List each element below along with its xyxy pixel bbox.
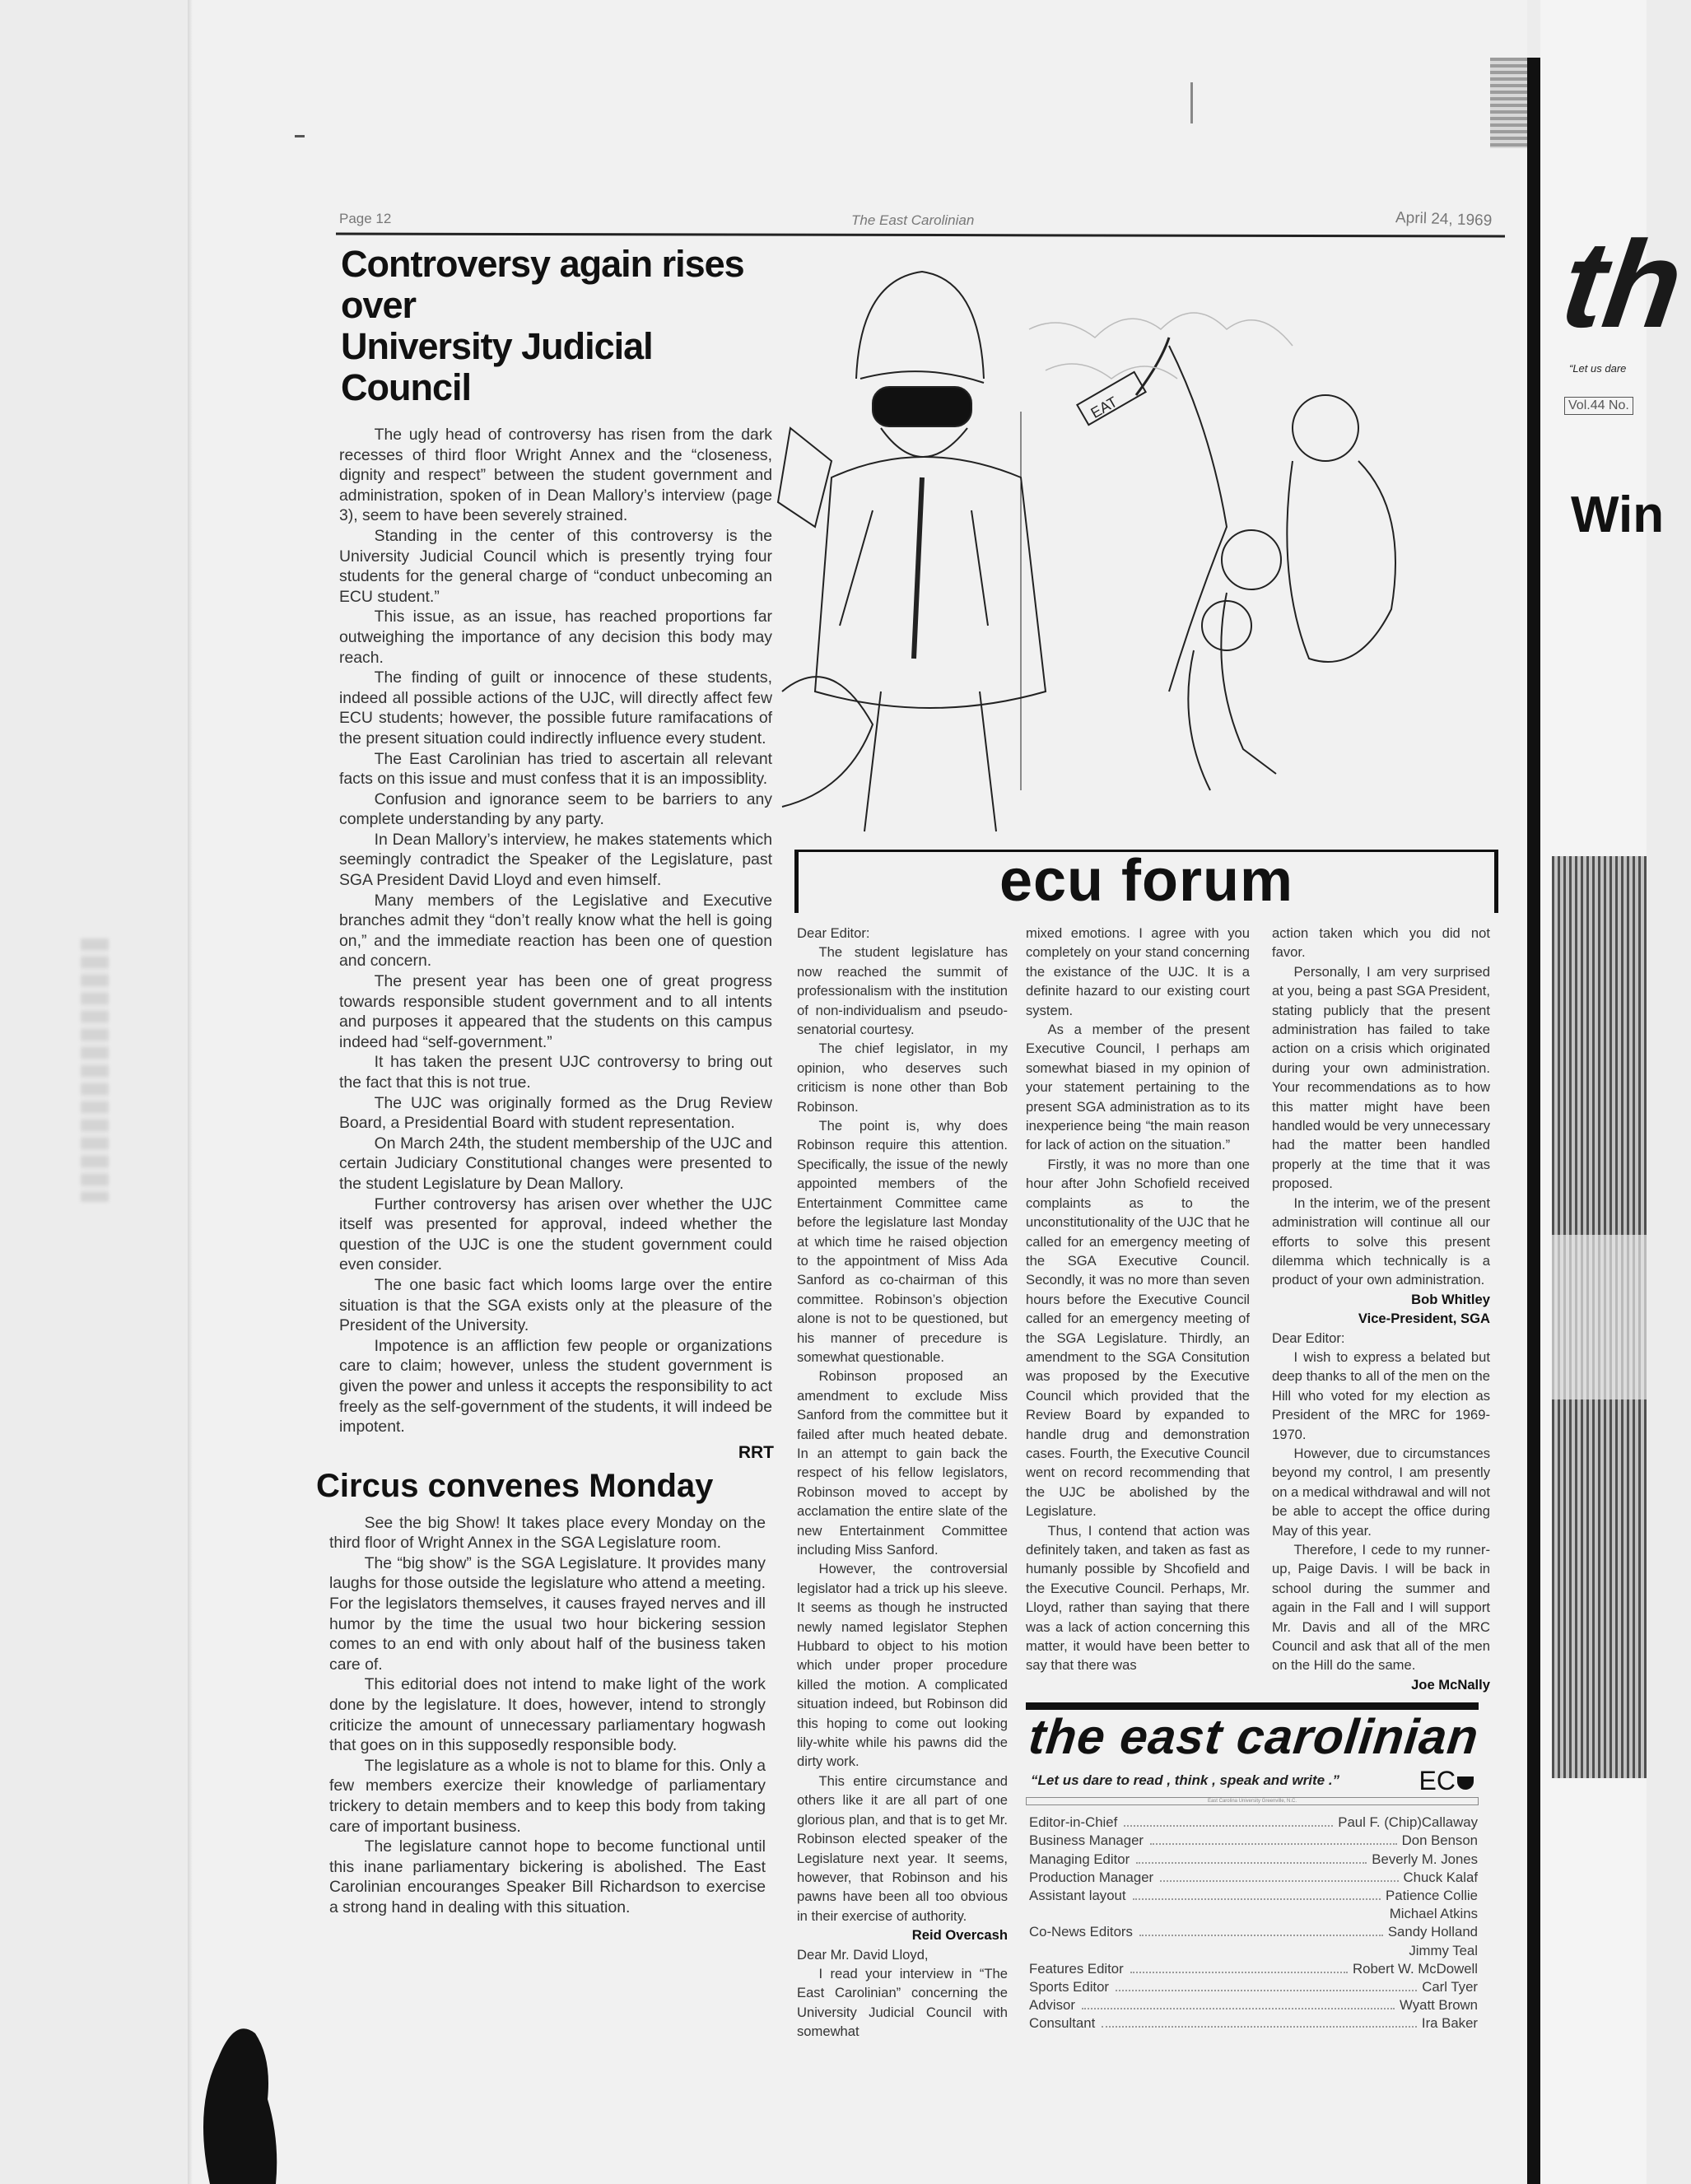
circus-body — [329, 1513, 766, 1918]
letter-signature: Joe McNally — [1411, 1676, 1490, 1693]
masthead-strip: East Carolina University Greenville, N.C. — [1026, 1797, 1479, 1805]
forum-columns — [1026, 924, 1490, 1694]
staff-name: Ira Baker — [1421, 2015, 1478, 2032]
adjacent-photo-highlight — [1552, 1235, 1647, 1399]
adjacent-motto-fragment: “Let us dare — [1569, 362, 1627, 375]
letter-signature: Bob Whitley — [1411, 1291, 1490, 1307]
letter-paragraph: Robinson proposed an amendment to exclude Miss Sanford from the committee but it failed after much heated debate. In an attempt to gain back the respect of his fellow legislators, Robinson moved to accept by acclamation the entire slate of the new Entertainment Committee including Miss Sanford. — [797, 1368, 1008, 1558]
headline-line: University Judicial Council — [341, 325, 653, 408]
staff-role: Managing Editor — [1029, 1851, 1130, 1867]
circus-headline: Circus convenes Monday — [316, 1467, 714, 1504]
letter-signature: Vice-President, SGA — [1358, 1311, 1490, 1327]
paragraph: Standing in the center of this controversy is the University Judicial Council which is presently trying four students for the general charge of “conduct unbecoming an ECU student.” — [339, 526, 772, 606]
paragraph: This issue, as an issue, has reached proportions far outweighing the importance of any decision this body may reach. — [339, 608, 772, 667]
letter-paragraph: The point is, why does Robinson require this attention. Specifically, the issue of the newly appointed members of the Entertainment Committee came before the legislature last Monday at which time he raised objection to the appointment of Miss Ada Sanford as co-chairman of this committee. Robinson’s objection alone is not to be questioned, but his manner of precedure is somewhat questionable. — [797, 1118, 1008, 1365]
adjacent-masthead-fragment: th — [1554, 215, 1691, 353]
letter-salutation: Dear Editor: — [797, 925, 870, 941]
staff-name: Don Benson — [1401, 1832, 1478, 1849]
paragraph: The legislature cannot hope to become functional until this inane parliamentary bickering is abolished. The East Carolinian encouranges Speaker Bill Richardson to exercise a strong hand in dealing with this situation. — [329, 1837, 766, 1916]
car-fender — [782, 677, 873, 807]
staff-row — [1029, 1887, 1478, 1905]
masthead-motto-row — [1026, 1766, 1480, 1795]
forum-column — [797, 924, 1008, 2042]
letter-paragraph: Firstly, it was no more than one hour after John Schofield received complaints as to the unconstitutionality of the UJC that he called for an emergency meeting of the SGA Executive Council. Secondly, it was no more than seven hours before the Executive Council called for an emergency meeting of the SGA Legislature. Thirdly, an amendment to the SGA Consitution was proposed by the Executive Council which provided that the Review Board by expanded to handle drug and demonstration cases. Fourth, the Executive Council went on record recommending that the UJC be abolished by the Legislature. — [1026, 1156, 1250, 1520]
staff-row — [1029, 1905, 1478, 1923]
letter-paragraph: I read your interview in “The East Carolinian” concerning the University Judicial Council with somewhat — [797, 1965, 1008, 2040]
paragraph: Confusion and ignorance seem to be barriers to any complete understanding by any party. — [339, 789, 772, 829]
ecu-logo-text: EC — [1418, 1766, 1456, 1796]
letter-paragraph: However, due to circumstances beyond my control, I am presently on a medical withdrawal and will not be able to accept the office during May of this year. — [1272, 1445, 1490, 1539]
staff-row — [1029, 1851, 1478, 1869]
checkmark-icon — [1457, 1777, 1474, 1790]
scan-mark — [295, 135, 305, 137]
staff-name: Chuck Kalaf — [1403, 1869, 1478, 1885]
protest-sign-text: EAT — [1088, 393, 1120, 421]
article-body — [339, 425, 772, 1437]
letter-paragraph: Therefore, I cede to my runner-up, Paige Davis. I will be back in school during the summer and again in the Fall and I will support Mr. Davis and all of the MRC Council and ask that all of the men on the Hill do the same. — [1272, 1542, 1490, 1674]
adjacent-headline-fragment: Win — [1571, 487, 1665, 543]
staff-role: Editor-in-Chief — [1029, 1814, 1118, 1831]
staff-row — [1029, 1814, 1478, 1832]
paragraph: The present year has been one of great progress towards responsible student government and to all intents and purposes it appeared that the students on this campus indeed had “self-government.” — [339, 972, 772, 1051]
ecu-logo — [1419, 1766, 1480, 1795]
staff-role: Co-News Editors — [1029, 1924, 1133, 1940]
officer-helmet — [856, 272, 984, 379]
paragraph: The legislature as a whole is not to blame for this. Only a few members exercize their knowledge of parliamentary trickery to detain members and to keep this body from taking care of important business. — [329, 1756, 766, 1836]
paragraph: Further controversy has arisen over whether the UJC itself was presented for approval, indeed whether the question of the UJC is one the student government could even consider. — [339, 1194, 772, 1274]
paragraph: Many members of the Legislative and Executive branches admit they “don’t really know what the hell is going on,” and the immediate reaction has been one of question and concern. — [339, 891, 772, 971]
dot-leader — [1124, 1825, 1333, 1827]
article-signature: RRT — [738, 1442, 774, 1462]
dot-leader — [1116, 1990, 1417, 1991]
staff-box — [1029, 1814, 1478, 2033]
page-number: Page 12 — [339, 211, 392, 226]
page-fold-shadow — [188, 0, 193, 2184]
dot-leader — [1136, 1862, 1367, 1864]
paragraph: The UJC was originally formed as the Drug Review Board, a Presidential Board with student representation. — [339, 1093, 772, 1133]
masthead — [1026, 1702, 1480, 2033]
staff-role: Consultant — [1029, 2015, 1096, 2032]
staff-row — [1029, 1996, 1478, 2014]
staff-row — [1029, 2014, 1478, 2033]
staff-role: Sports Editor — [1029, 1979, 1110, 1995]
paragraph: On March 24th, the student membership of the UJC and certain Judiciary Constitutional changes were presented to the student Legislature by Dean Mallory. — [339, 1134, 772, 1193]
sunglasses — [873, 387, 971, 426]
paragraph: In Dean Mallory’s interview, he makes statements which seemingly contradict the Speaker of the Legislature, past SGA President David Lloyd and even himself. — [339, 830, 772, 890]
running-paper-name: The East Carolinian — [851, 212, 975, 228]
paragraph: The one basic fact which looms large over the entire situation is that the SGA exists only at the pleasure of the President of the University. — [339, 1275, 772, 1335]
letter-paragraph: I wish to express a belated but deep thanks to all of the men on the Hill who voted for my election as President of the MRC for 1969-1970. — [1272, 1348, 1490, 1442]
staff-row — [1029, 1869, 1478, 1887]
forum-right-area — [1026, 924, 1490, 2033]
letter-paragraph: In the interim, we of the present administration will continue all our efforts to solve this present dilemma which technically is a product of your own administration. — [1272, 1194, 1490, 1288]
letter-salutation: Dear Editor: — [1272, 1329, 1345, 1346]
forum-column — [1272, 924, 1490, 1694]
staff-name: Patience Collie — [1386, 1888, 1478, 1904]
letter-salutation: Dear Mr. David Lloyd, — [797, 1946, 929, 1963]
staff-row — [1029, 1978, 1478, 1996]
paragraph: It has taken the present UJC controversy to bring out the fact that this is not true. — [339, 1053, 772, 1092]
adjacent-volume-fragment: Vol.44 No. — [1564, 397, 1633, 415]
staff-name: Wyatt Brown — [1400, 1997, 1478, 2014]
scanner-hand — [193, 2009, 284, 2184]
page-gutter-rule — [1527, 58, 1540, 2184]
staff-name: Paul F. (Chip)Callaway — [1338, 1814, 1478, 1831]
paragraph: The “big show” is the SGA Legislature. It provides many laughs for those outside the legislature who attend a meeting. For the legislators themselves, it causes frayed nerves and ill humor by the time the usual two hour bickering session comes to an end with only about half of the business taken care of. — [329, 1553, 766, 1674]
headline-line: Controversy again rises over — [341, 243, 744, 326]
editorial-cartoon — [782, 263, 1507, 831]
dot-leader — [1130, 1972, 1348, 1973]
letter-paragraph: The chief legislator, in my opinion, who deserves such criticism is none other than Bob Robinson. — [797, 1041, 1008, 1115]
masthead-motto: “Let us dare to read , think , speak and write .” — [1031, 1772, 1340, 1789]
staff-role: Advisor — [1029, 1997, 1075, 2014]
dot-leader — [1150, 1843, 1397, 1845]
left-column — [316, 243, 774, 1918]
letter-paragraph: Thus, I contend that action was definitely taken, and taken as fast as humanly possible by Shcofield and the Executive Council. Perhaps, Mr. Lloyd, rather than saying that there was a lack of action concerning this matter, it would have been better to say that there was — [1026, 1522, 1250, 1674]
staff-name: Jimmy Teal — [1409, 1942, 1478, 1958]
dot-leader — [1082, 2008, 1395, 2009]
staff-role: Production Manager — [1029, 1869, 1154, 1885]
letter-paragraph: The student legislature has now reached the summit of professionalism with the institution of non-individualism and pseudo-senatorial courtesy. — [797, 944, 1008, 1038]
paragraph: See the big Show! It takes place every Monday on the third floor of Wright Annex in the SGA Legislature room. — [329, 1513, 766, 1553]
paragraph: Impotence is an affliction few people or organizations care to claim; however, unless the student government is given the power and unless it accepts the responsibility to act freely as the self-government of the students, it will indeed be impotent. — [339, 1336, 772, 1437]
staff-name: Sandy Holland — [1387, 1924, 1478, 1940]
staff-name: Robert W. McDowell — [1353, 1960, 1478, 1977]
scan-mark — [1190, 82, 1193, 123]
staff-name: Michael Atkins — [1389, 1906, 1478, 1922]
letter-paragraph: mixed emotions. I agree with you completely on your stand concerning the existance of the UJC. It is a definite hazard to our existing court system. — [1026, 925, 1250, 1018]
letter-paragraph: As a member of the present Executive Council, I perhaps am somewhat biased in my opinion of your statement pertaining to the present SGA administration as to its inexperience being “the main reason for lack of action on the situation.” — [1026, 1022, 1250, 1153]
staff-row — [1029, 1960, 1478, 1978]
letter-signature: Reid Overcash — [911, 1927, 1008, 1944]
paragraph: The East Carolinian has tried to ascertain all relevant facts on this issue and must confess that it is an impossiblity. — [339, 749, 772, 789]
staff-role: Business Manager — [1029, 1832, 1144, 1849]
article-headline — [341, 244, 774, 408]
dot-leader — [1102, 2026, 1417, 2028]
dot-leader — [1160, 1880, 1398, 1882]
letter-paragraph: However, the controversial legislator had a trick up his sleeve. It seems as though he instructed newly named legislator Stephen Hubbard to object to his motion which under proper procedure killed the motion. A complicated situation indeed, but Robinson did this hoping to come out looking lily-white while his pawns did the dirty work. — [797, 1561, 1008, 1770]
forum-title: ecu forum — [999, 848, 1294, 914]
paragraph: This editorial does not intend to make light of the work done by the legislature. It does, however, intend to strongly criticize the amount of unnecessary parliamentary hogwash that goes on in this supposedly responsible body. — [329, 1675, 766, 1755]
issue-date: April 24, 1969 — [1395, 208, 1493, 231]
letter-paragraph: action taken which you did not favor. — [1272, 925, 1490, 961]
forum-header-box — [794, 850, 1498, 913]
staff-name: Carl Tyer — [1422, 1979, 1478, 1995]
masthead-title: the east carolinian — [1026, 1709, 1482, 1765]
staff-row — [1029, 1942, 1478, 1960]
binding-tape — [1490, 58, 1531, 148]
letter-paragraph: Personally, I am very surprised at you, being a past SGA President, stating publicly that the present administration has failed to take action on a crisis which originated during your own administration. Your recommendations as to how this matter might have been handled would be very unnecessary had the matter been handled properly at the time that it was proposed. — [1272, 963, 1490, 1192]
letter-paragraph: This entire circumstance and others like it are all part of one glorious plan, and that is to get Mr. Robinson elected speaker of the Legislature next year. It seems, however, that Robinson and his pawns have been all too obvious in their exercise of authority. — [797, 1772, 1008, 1924]
staff-role: Assistant layout — [1029, 1888, 1126, 1904]
staff-name: Beverly M. Jones — [1372, 1851, 1478, 1867]
paragraph: The ugly head of controversy has risen from the dark recesses of third floor Wright Annex and the “closeness, dignity and respect” between the student government and administration, spoken of in Dean Mallory’s interview (page 3), seem to have been severely strained. — [339, 426, 772, 525]
staff-role: Features Editor — [1029, 1960, 1124, 1977]
ticket-pad — [778, 428, 832, 527]
staff-row — [1029, 1832, 1478, 1850]
paragraph: The finding of guilt or innocence of these students, indeed all possible actions of the UJC, will directly affect few ECU students; however, the possible future ramifacations of the present situation could indirectly influence every student. — [339, 668, 772, 747]
staff-row — [1029, 1923, 1478, 1941]
forum-column — [1026, 924, 1250, 1694]
margin-bleed-through — [81, 938, 109, 1202]
dot-leader — [1133, 1898, 1381, 1900]
dot-leader — [1139, 1935, 1383, 1936]
